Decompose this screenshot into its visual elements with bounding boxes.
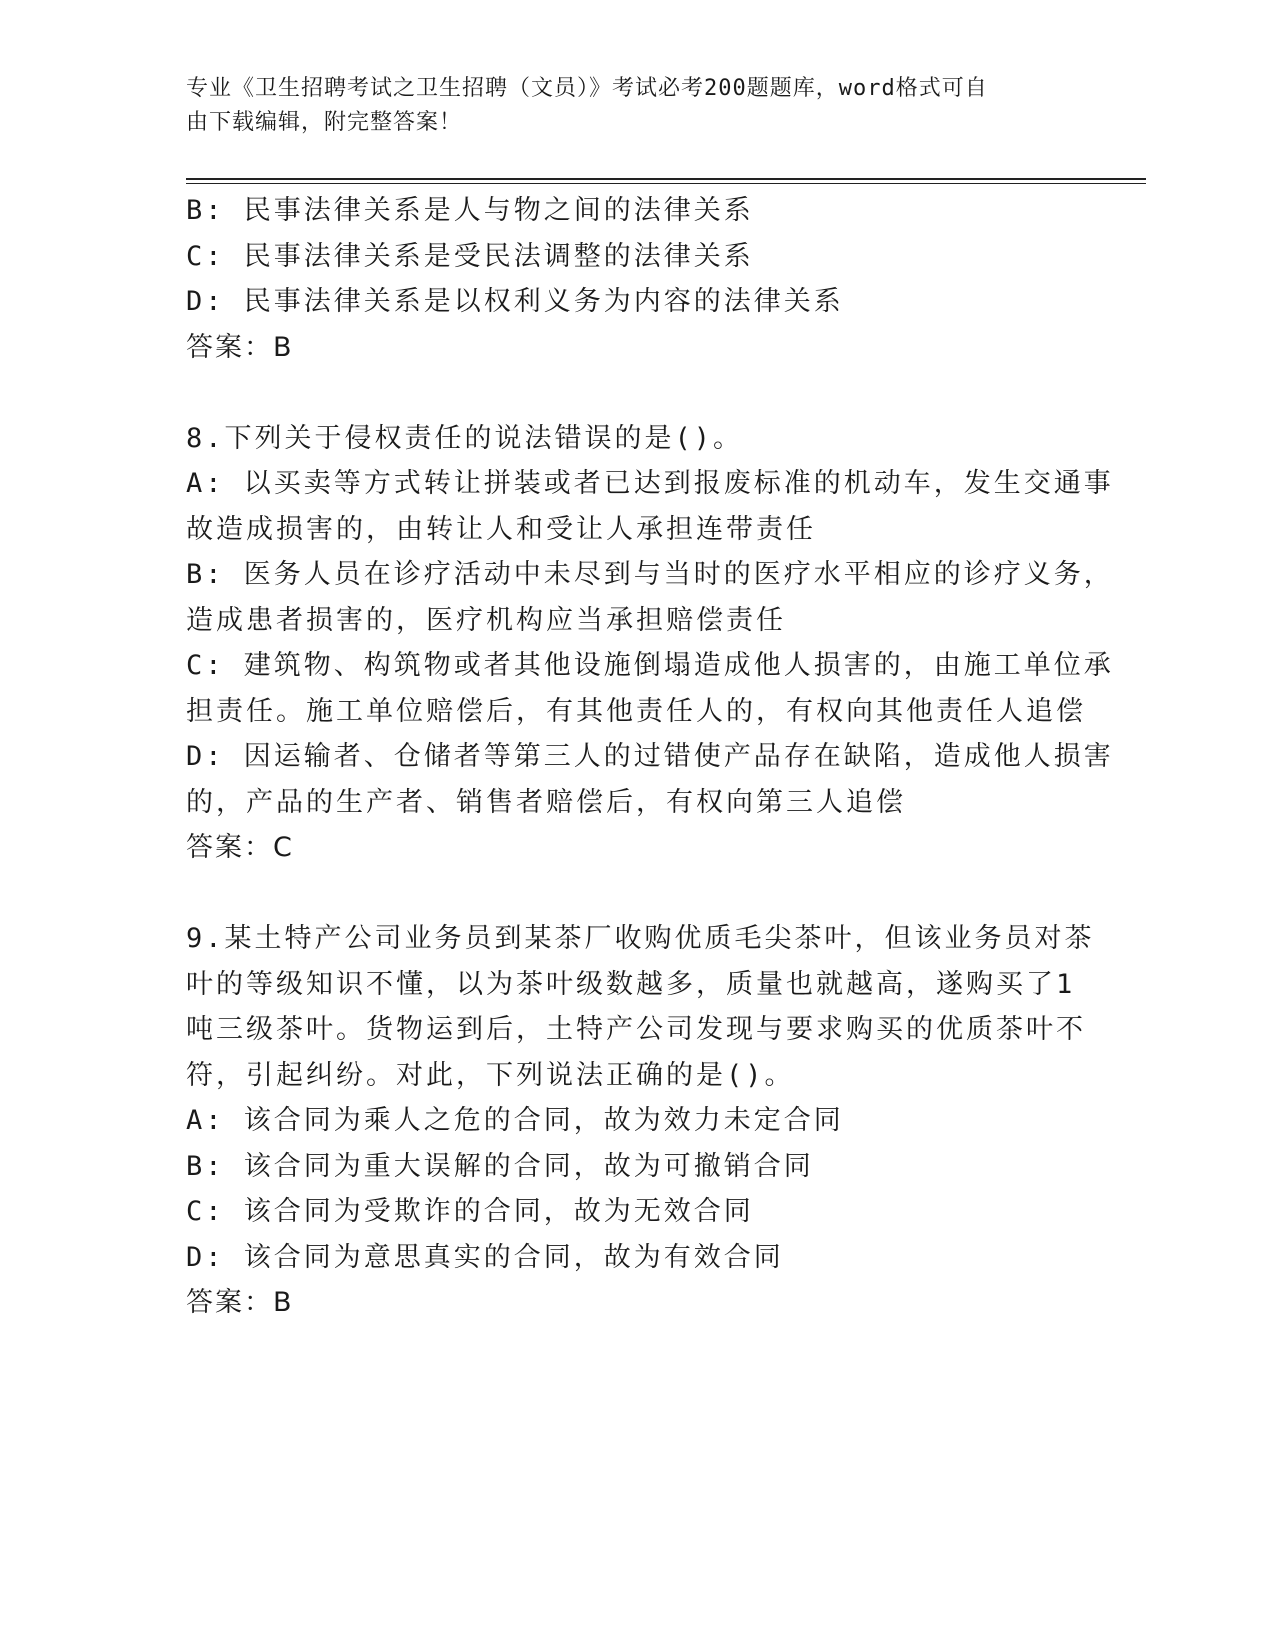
q9-option-a: A: 该合同为乘人之危的合同，故为效力未定合同 <box>186 1105 844 1136</box>
document-body <box>186 188 1114 1326</box>
q9-stem-line-4: 符，引起纠纷。对此，下列说法正确的是()。 <box>186 1059 795 1091</box>
q8-option-c-line-2: 担责任。施工单位赔偿后，有其他责任人的，有权向其他责任人追偿 <box>186 695 1086 727</box>
q9-stem-line-2: 叶的等级知识不懂，以为茶叶级数越多，质量也就越高，遂购买了1 <box>186 968 1076 1000</box>
q7-option-b: B: 民事法律关系是人与物之间的法律关系 <box>186 195 754 226</box>
q8-option-a-line-2: 故造成损害的，由转让人和受让人承担连带责任 <box>186 513 816 545</box>
header-line-2: 由下载编辑，附完整答案！ <box>186 110 463 135</box>
q8-option-d-line-2: 的，产品的生产者、销售者赔偿后，有权向第三人追偿 <box>186 786 906 818</box>
q7-answer: 答案：B <box>186 331 294 363</box>
q9-option-c: C: 该合同为受欺诈的合同，故为无效合同 <box>186 1196 754 1227</box>
q8-option-b-line-1: B: 医务人员在诊疗活动中未尽到与当时的医疗水平相应的诊疗义务， <box>186 559 1114 590</box>
q8-option-b-line-2: 造成患者损害的，医疗机构应当承担赔偿责任 <box>186 604 786 636</box>
spacer <box>186 871 1076 917</box>
header-rule-thick <box>186 178 1146 180</box>
q8-stem: 8.下列关于侵权责任的说法错误的是()。 <box>186 422 744 454</box>
q8-answer: 答案：C <box>186 832 294 863</box>
header-rule-thin <box>186 183 1146 184</box>
q9-stem-line-1: 9.某土特产公司业务员到某茶厂收购优质毛尖茶叶，但该业务员对茶 <box>186 923 1095 954</box>
q9-answer: 答案：B <box>186 1287 294 1318</box>
q7-option-c: C: 民事法律关系是受民法调整的法律关系 <box>186 240 754 272</box>
document-header <box>186 72 1066 140</box>
question-9 <box>186 916 1095 1326</box>
q9-stem-line-3: 吨三级茶叶。货物运到后，土特产公司发现与要求购买的优质茶叶不 <box>186 1014 1086 1045</box>
q8-option-a-line-1: A: 以买卖等方式转让拼装或者已达到报废标准的机动车，发生交通事 <box>186 468 1114 499</box>
question-7 <box>186 188 1076 370</box>
header-line-1: 专业《卫生招聘考试之卫生招聘（文员）》考试必考200题题库，word格式可自 <box>186 76 988 101</box>
q9-option-b: B: 该合同为重大误解的合同，故为可撤销合同 <box>186 1150 814 1182</box>
q8-option-d-line-1: D: 因运输者、仓储者等第三人的过错使产品存在缺陷，造成他人损害 <box>186 741 1114 772</box>
spacer <box>186 370 1076 416</box>
q8-option-c-line-1: C: 建筑物、构筑物或者其他设施倒塌造成他人损害的，由施工单位承 <box>186 650 1114 681</box>
question-8 <box>186 416 1114 871</box>
q7-option-d: D: 民事法律关系是以权利义务为内容的法律关系 <box>186 286 844 317</box>
q9-option-d: D: 该合同为意思真实的合同，故为有效合同 <box>186 1241 784 1273</box>
